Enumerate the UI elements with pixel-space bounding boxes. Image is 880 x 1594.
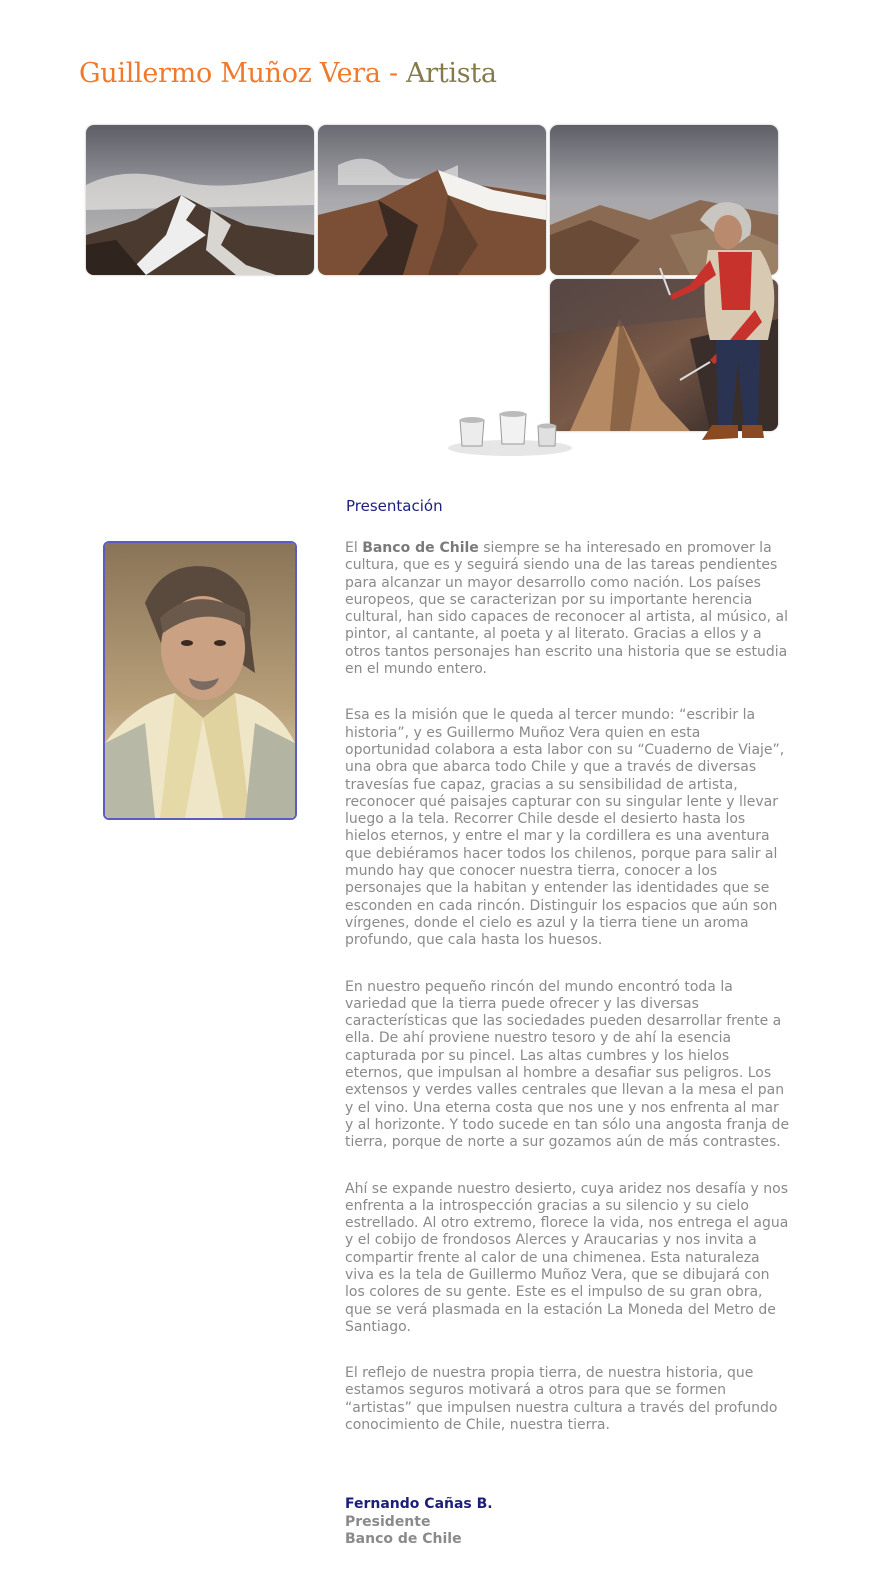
signature-block [345, 1496, 493, 1549]
article-paragraph-2: Esa es la misión que le queda al tercer mundo: “escribir la historia”, y es Guillermo Muñoz Vera quien en esta oportunidad colabora a esta labor con su “Cuaderno de Viaje”, una obra que abarca todo Chile y que a través de diversas travesías fue capaz, gracias a su sensibilidad de artista, reconocer qué paisajes capturar con su singular lente y llevar luego a la tela. Recorrer Chile desde el desierto hasta los hielos eternos, y entre el mar y la cordillera es una aventura que debiéramos hacer todos los chilenos, porque para salir al mundo hay que conocer nuestra tierra, conocer a los personajes que la habitan y entender las identidades que se esconden en cada rincón. Distinguir los espacios que aún son vírgenes, donde el cielo es azul y la tierra tiene un aroma profundo, que cala hasta los huesos. [345, 707, 785, 949]
signature-role: Presidente [345, 1513, 431, 1530]
section-heading: Presentación [346, 497, 443, 515]
bank-name-bold: Banco de Chile [362, 540, 479, 556]
article-paragraph-1-lead: El [345, 540, 363, 556]
mountain-painting-tile-1 [86, 125, 314, 275]
artist-portrait [103, 541, 297, 820]
site-title-name: Guillermo Muñoz Vera [79, 58, 381, 89]
article-body [345, 540, 790, 1463]
site-title-role: Artista [406, 58, 497, 89]
mountain-painting-tile-2 [318, 125, 546, 275]
article-paragraph-1 [345, 540, 790, 678]
article-paragraph-4: Ahí se expande nuestro desierto, cuya aridez nos desafía y nos enfrenta a la introspección gracias a su silencio y su cielo estrellado. Al otro extremo, florece la vida, nos entrega el agua y el cobijo de frondosos Alerces y Araucarias y nos invita a compartir frente al calor de una chimenea. Esta naturaleza viva es la tela de Guillermo Muñoz Vera, que se dibujará con los colores de su gente. Este es el impulso de su gran obra, que se verá plasmada en la estación La Moneda del Metro de Santiago. [345, 1180, 789, 1335]
signature-name: Fernando Cañas B. [345, 1496, 493, 1512]
artist-portrait-icon [105, 543, 295, 818]
signature-organization: Banco de Chile [345, 1531, 462, 1547]
article-paragraph-1-rest: siempre se ha interesado en promover la cultura, que es y seguirá siendo una de las tareas pendientes para alcanzar un mayor desarrollo como nación. Los países europeos, que se caracterizan por su importante herencia cultural, han sido capaces de reconocer al artista, al músico, al pintor, al cantante, al poeta y al literato. Gracias a ellos y a otros tantos personajes han escrito una historia que se estudia en el mundo entero. [345, 540, 788, 678]
site-title-separator: - [380, 58, 407, 89]
painter-figure-icon [640, 190, 800, 465]
article-paragraph-3: En nuestro pequeño rincón del mundo encontró toda la variedad que la tierra puede ofrecer y las diversas características que las sociedades pueden desarrollar frente a ella. De ahí proviene nuestro tesoro y de ahí la esencia capturada por su pincel. Las altas cumbres y los hielos eternos, que impulsan al hombre a desafiar sus peligros. Los extensos y verdes valles centrales que llevan a la mesa el pan y el vino. Una eterna costa que nos une y nos enfrenta al mar y al horizonte. Y todo sucede en tan sólo una angosta franja de tierra, porque de norte a sur gozamos aún de más contrastes. [345, 978, 790, 1151]
article-paragraph-5: El reflejo de nuestra propia tierra, de nuestra historia, que estamos seguros motivará a otros para que se formen “artistas” que impulsen nuestra cultura a través del profundo conocimiento de Chile, nuestra tierra. [345, 1365, 778, 1434]
paint-cups-icon [440, 400, 580, 460]
hero-banner [0, 0, 880, 470]
